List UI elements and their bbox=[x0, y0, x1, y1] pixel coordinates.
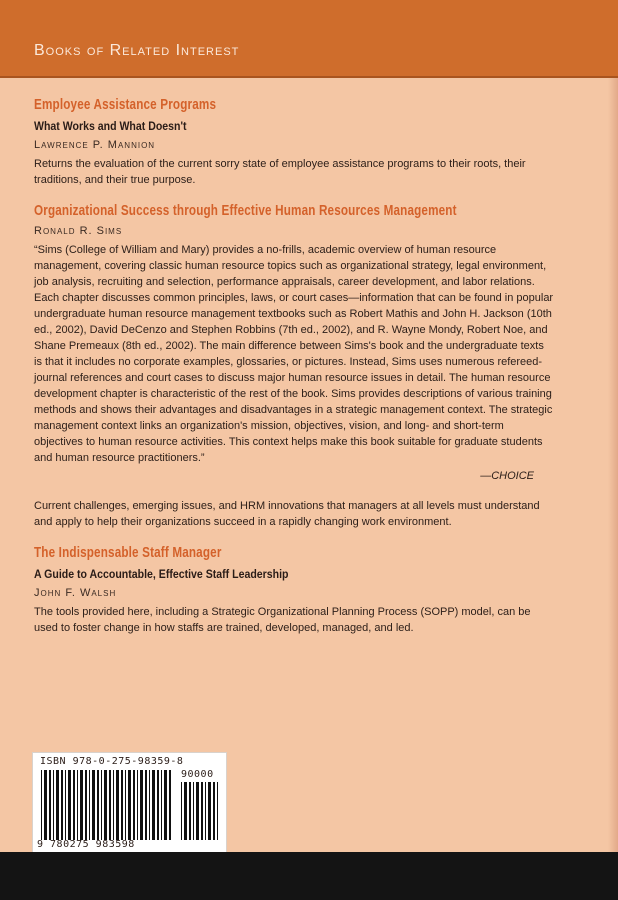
book-subtitle: A Guide to Accountable, Effective Staff Leadership bbox=[34, 567, 289, 581]
cover-edge-shading bbox=[608, 78, 618, 852]
book-author: John F. Walsh bbox=[34, 587, 117, 599]
book-entry-staff-manager bbox=[34, 544, 554, 636]
book-description: Returns the evaluation of the current sorry state of employee assistance programs to their roots, their traditions, and their true purpose. bbox=[34, 158, 526, 186]
book-title: The Indispensable Staff Manager bbox=[34, 544, 222, 561]
book-description: The tools provided here, including a Strategic Organizational Planning Process (SOPP) model, can be used to foster change in how staffs are trained, developed, managed, and led. bbox=[34, 606, 531, 634]
isbn-label: ISBN 978-0-275-98359-8 bbox=[40, 756, 184, 767]
ean-number: 9 780275 983598 bbox=[37, 839, 135, 850]
book-entry-organizational-success bbox=[34, 202, 554, 530]
barcode-bars bbox=[41, 770, 173, 840]
book-list bbox=[34, 96, 554, 650]
barcode-addon-bars bbox=[181, 782, 221, 840]
header-band bbox=[0, 0, 618, 78]
barcode-addon-number: 90000 bbox=[181, 769, 214, 780]
book-description: Current challenges, emerging issues, and HRM innovations that managers at all levels must understand and apply to help their organizations succeed in a rapidly changing work environment. bbox=[34, 500, 540, 528]
book-title: Organizational Success through Effective Human Resources Management bbox=[34, 202, 457, 219]
book-title: Employee Assistance Programs bbox=[34, 96, 217, 113]
bottom-band bbox=[0, 852, 618, 900]
book-subtitle: What Works and What Doesn't bbox=[34, 119, 187, 133]
book-author: Ronald R. Sims bbox=[34, 225, 123, 237]
review-quote: “Sims (College of William and Mary) provides a no-frills, academic overview of human resource management, covering classic human resource topics such as organizational strategy, legal environment, job analysis, recruiting and selection, performance appraisals, career development, and labor relations. Each chapter discusses common principles, laws, or court cases—information that can be found in popular undergraduate human resource management textbooks such as Robert Mathis and John H. Jackson (10th ed., 2002), David DeCenzo and Stephen Robbins (7th ed., 2002), and R. Wayne Mondy, Robert Noe, and Shane Premeaux (8th ed., 2002). The main difference between Sims's book and the undergraduate texts is that it includes no corporate examples, glossaries, or pictures. Instead, Sims uses numerous refereed-journal references and court cases to discuss major human resource issues in detail. The human resource development chapter is characteristic of the rest of the book. Sims provides descriptions of various training methods and shows their advantages and disadvantages in a strategic management context. The strategic management context links an organization's mission, objectives, vision, and long- and short-term objectives to human resource activities. This context helps make this book suitable for graduate students and human resource practitioners.” bbox=[34, 244, 554, 464]
quote-source: —CHOICE bbox=[480, 470, 534, 482]
isbn-barcode bbox=[32, 752, 227, 854]
book-entry-employee-assistance bbox=[34, 96, 554, 188]
header-title: Books of Related Interest bbox=[34, 42, 240, 59]
book-author: Lawrence P. Mannion bbox=[34, 139, 156, 151]
